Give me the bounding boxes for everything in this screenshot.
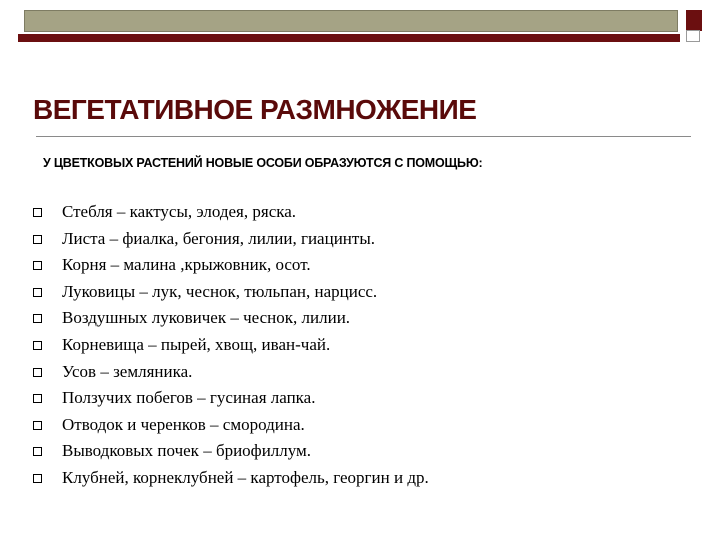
list-item-text: Клубней, корнеклубней – картофель, георгин и др. [62, 467, 429, 487]
list-item [28, 413, 429, 440]
list-item [28, 333, 429, 360]
bullet-list [28, 200, 429, 493]
square-bullet-icon [33, 235, 42, 244]
square-bullet-icon [33, 421, 42, 430]
list-item [28, 386, 429, 413]
list-item [28, 200, 429, 227]
header-white-square [686, 30, 700, 42]
list-item-text: Корня – малина ,крыжовник, осот. [62, 255, 311, 275]
list-item [28, 360, 429, 387]
list-item-text: Листа – фиалка, бегония, лилии, гиацинты. [62, 228, 375, 248]
list-item [28, 439, 429, 466]
list-item-text: Корневища – пырей, хвощ, иван-чай. [62, 334, 331, 354]
list-item [28, 227, 429, 254]
list-item-text: Стебля – кактусы, элодея, ряска. [62, 202, 297, 221]
square-bullet-icon [33, 368, 42, 377]
title-divider [36, 136, 691, 137]
list-item-text: Выводковых почек – бриофиллум. [62, 441, 312, 461]
square-bullet-icon [33, 314, 42, 323]
list-item-text: Ползучих побегов – гусиная лапка. [62, 388, 316, 408]
square-bullet-icon [33, 447, 42, 456]
square-bullet-icon [33, 341, 42, 350]
header-maroon-bar [18, 34, 680, 42]
square-bullet-icon [33, 261, 42, 270]
square-bullet-icon [33, 208, 42, 217]
list-item-text: Отводок и черенков – смородина. [62, 414, 305, 434]
slide-subtitle: У ЦВЕТКОВЫХ РАСТЕНИЙ НОВЫЕ ОСОБИ ОБРАЗУЮТСЯ С ПОМОЩЬЮ: [43, 156, 483, 170]
header-olive-bar [24, 10, 678, 32]
list-item [28, 253, 429, 280]
list-item-text: Усов – земляника. [62, 361, 193, 381]
square-bullet-icon [33, 288, 42, 297]
header-maroon-square [686, 10, 702, 31]
slide-title: ВЕГЕТАТИВНОЕ РАЗМНОЖЕНИЕ [33, 94, 477, 125]
list-item-text: Воздушных луковичек – чеснок, лилии. [62, 308, 351, 328]
square-bullet-icon [33, 394, 42, 403]
list-item [28, 306, 429, 333]
list-item [28, 466, 429, 493]
list-item-text: Луковицы – лук, чеснок, тюльпан, нарцисс. [62, 281, 378, 301]
list-item [28, 280, 429, 307]
square-bullet-icon [33, 474, 42, 483]
